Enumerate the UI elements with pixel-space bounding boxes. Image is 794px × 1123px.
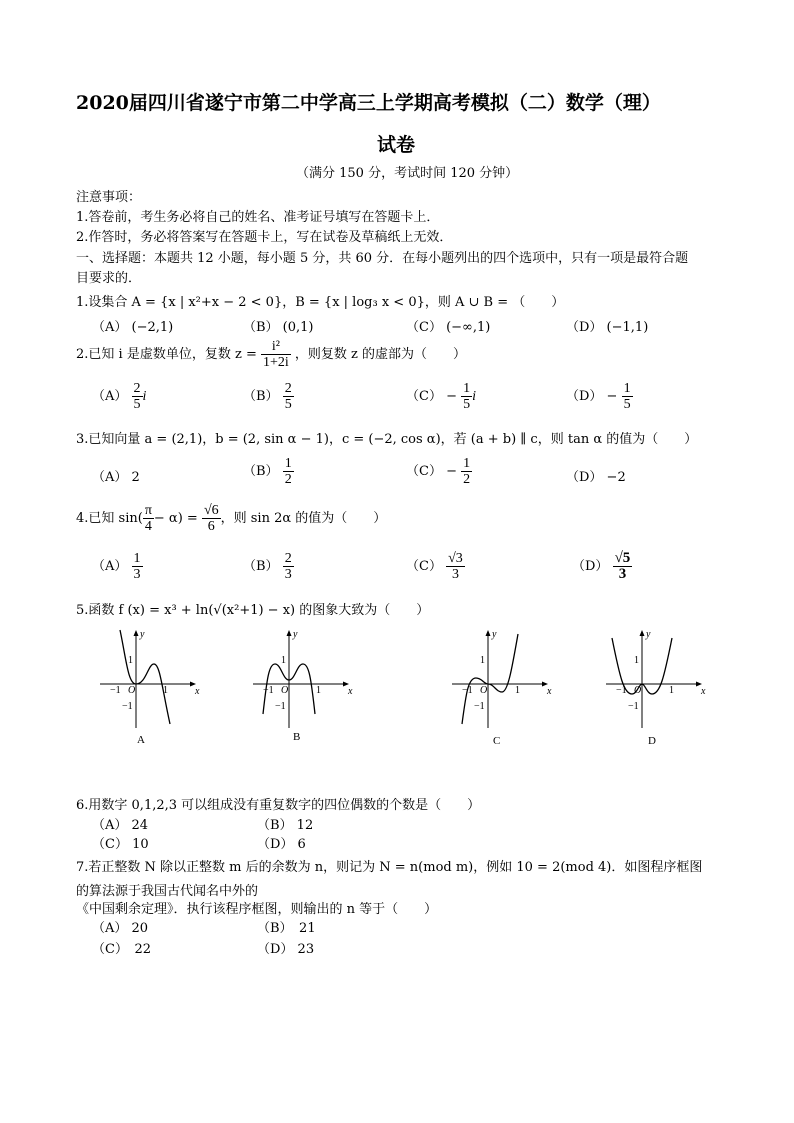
q2-stem xyxy=(76,338,466,372)
q1-option-d: （D） (−1,1) xyxy=(566,320,649,335)
axis-y-label: y xyxy=(293,629,298,640)
tick-1-y: 1 xyxy=(634,655,639,666)
q1-stem: 1.设集合 A = {x | x²+x − 2 < 0}，B = {x | log₃ x < 0}，则 A ∪ B = （ ） xyxy=(76,295,565,310)
q2-b-frac xyxy=(283,381,294,412)
q4-option-d xyxy=(572,550,632,584)
axis-y-label: y xyxy=(140,629,145,640)
q5-graph-d xyxy=(602,628,712,728)
q7-option-d: （D） 23 xyxy=(257,942,315,957)
tick-1-y: 1 xyxy=(281,655,286,666)
y-arrow xyxy=(134,630,139,636)
q2-a-frac xyxy=(132,381,143,412)
q4-d-label: （D） xyxy=(572,559,609,574)
q3-option-a: （A） 2 xyxy=(92,470,140,485)
q4-a-num: 1 xyxy=(133,551,141,566)
q4-root-frac xyxy=(202,503,221,534)
q2-num: i² xyxy=(261,339,291,355)
q2-d-num: 1 xyxy=(623,381,631,396)
q7-line3: 《中国剩余定理》．执行该程序框图，则输出的 n 等于（ ） xyxy=(76,902,438,917)
q4-c-num: √3 xyxy=(448,551,463,566)
q4-stem-mid: − α) = xyxy=(153,511,198,526)
q4-c-den: 3 xyxy=(451,567,459,582)
q1-option-c: （C） (−∞,1) xyxy=(406,320,491,335)
q4-b-num: 2 xyxy=(284,551,292,566)
q4-pi-den: 4 xyxy=(144,519,152,534)
q2-fraction xyxy=(261,339,291,370)
exam-subtitle: （满分 150 分，考试时间 120 分钟） xyxy=(296,166,519,181)
q2-option-a xyxy=(92,380,146,414)
axis-y-label: y xyxy=(646,629,651,640)
y-arrow xyxy=(486,630,491,636)
q4-option-b xyxy=(243,550,294,584)
notice-item-1: 1.答卷前，考生务必将自己的姓名、准考证号填写在答题卡上． xyxy=(76,210,440,225)
q3-b-num: 1 xyxy=(284,456,292,471)
q4-a-label: （A） xyxy=(92,559,128,574)
q2-c-den: 5 xyxy=(463,397,471,412)
q4-d-frac xyxy=(613,551,633,582)
q2-d-den: 5 xyxy=(623,397,631,412)
q4-b-label: （B） xyxy=(243,559,279,574)
origin-label: O xyxy=(634,685,642,696)
section-heading-line1: 一、选择题：本题共 12 小题，每小题 5 分，共 60 分．在每小题列出的四个选项中，只有一项是最符合题 xyxy=(76,251,689,266)
q2-den: 1+2i xyxy=(262,355,289,370)
q3-c-label: （C） − xyxy=(406,464,457,479)
q4-stem xyxy=(76,502,386,536)
origin-label: O xyxy=(480,685,488,696)
notice-heading: 注意事项： xyxy=(76,190,142,205)
q4-a-den: 3 xyxy=(133,567,141,582)
q4-a-frac xyxy=(132,551,143,582)
q2-option-b xyxy=(243,380,294,414)
tick-neg1-x: −1 xyxy=(263,685,274,696)
q4-stem-post: ，则 sin 2α 的值为（ ） xyxy=(220,511,387,526)
q4-stem-pre: 4.已知 sin( xyxy=(76,511,143,526)
tick-1-y: 1 xyxy=(128,655,133,666)
q5-stem: 5.函数 f (x) = x³ + ln(√(x²+1) − x) 的图象大致为（ ） xyxy=(76,603,430,618)
tick-neg1-x: −1 xyxy=(110,685,121,696)
tick-neg1-x: −1 xyxy=(616,685,627,696)
tick-neg1-y: −1 xyxy=(275,701,286,712)
page-title: 2020届四川省遂宁市第二中学高三上学期高考模拟（二）数学（理） xyxy=(76,92,661,114)
axis-x-label: x xyxy=(701,686,706,697)
q3-option-d: （D） −2 xyxy=(566,470,626,485)
q2-a-suffix: i xyxy=(142,389,147,404)
notice-item-2: 2.作答时，务必将答案写在答题卡上，写在试卷及草稿纸上无效． xyxy=(76,230,453,245)
q4-pi-frac xyxy=(143,503,154,534)
axis-x-label: x xyxy=(195,686,200,697)
section-heading-line2: 目要求的． xyxy=(76,271,142,286)
q2-c-suffix: i xyxy=(472,389,477,404)
q3-c-den: 2 xyxy=(463,472,471,487)
q3-option-c xyxy=(406,455,472,489)
q4-d-num: √5 xyxy=(614,550,631,566)
q2-d-label: （D） − xyxy=(566,389,618,404)
q2-b-den: 5 xyxy=(284,397,292,412)
q3-c-frac xyxy=(461,456,472,487)
q6-option-b: （B） 12 xyxy=(257,818,314,833)
q4-c-label: （C） xyxy=(406,559,442,574)
page-title-line2: 试卷 xyxy=(377,134,416,156)
q7-line1: 7.若正整数 N 除以正整数 m 后的余数为 n，则记为 N = n(mod m)，例如 10 = 2(mod 4)．如图程序框图 xyxy=(76,860,703,875)
q7-line2: 的算法源于我国古代闻名中外的 xyxy=(76,884,259,899)
q4-option-a xyxy=(92,550,143,584)
q2-c-frac xyxy=(461,381,472,412)
tick-neg1-x: −1 xyxy=(462,685,473,696)
tick-1-x: 1 xyxy=(515,685,520,696)
q2-a-label: （A） xyxy=(92,389,128,404)
tick-neg1-y: −1 xyxy=(122,701,133,712)
q4-c-frac xyxy=(446,551,465,582)
q2-stem-pre: 2.已知 i 是虚数单位，复数 z = xyxy=(76,347,257,362)
q4-option-c xyxy=(406,550,465,584)
q3-b-label: （B） xyxy=(243,464,279,479)
q1-option-a: （A） (−2,1) xyxy=(92,320,174,335)
q4-d-den: 3 xyxy=(618,566,627,582)
q5-label-a: A xyxy=(137,734,145,746)
q3-b-frac xyxy=(283,456,294,487)
q6-stem: 6.用数字 0,1,2,3 可以组成没有重复数字的四位偶数的个数是（ ） xyxy=(76,798,481,813)
q2-stem-post: ，则复数 z 的虚部为（ ） xyxy=(294,347,467,362)
q5-label-b: B xyxy=(293,731,301,743)
q4-b-frac xyxy=(283,551,294,582)
q2-c-label: （C） − xyxy=(406,389,457,404)
q7-option-a: （A） 20 xyxy=(92,921,149,936)
q3-option-b xyxy=(243,455,294,489)
y-arrow xyxy=(287,630,292,636)
tick-1-x: 1 xyxy=(316,685,321,696)
q2-a-num: 2 xyxy=(133,381,141,396)
origin-label: O xyxy=(281,685,289,696)
q2-option-c xyxy=(406,380,476,414)
axis-x-label: x xyxy=(547,686,552,697)
q6-option-c: （C） 10 xyxy=(92,837,149,852)
tick-1-x: 1 xyxy=(163,685,168,696)
q2-b-label: （B） xyxy=(243,389,279,404)
q3-b-den: 2 xyxy=(284,472,292,487)
curve xyxy=(462,634,518,724)
y-arrow xyxy=(640,630,645,636)
origin-label: O xyxy=(128,685,136,696)
q4-root-den: 6 xyxy=(207,519,215,534)
q3-stem: 3.已知向量 a = (2,1)，b = (2, sin α − 1)，c = (−2, cos α)，若 (a + b) ∥ c，则 tan α 的值为（ ） xyxy=(76,432,698,447)
q2-d-frac xyxy=(622,381,633,412)
q2-option-d xyxy=(566,380,633,414)
q5-graph-c xyxy=(448,628,558,728)
q2-a-den: 5 xyxy=(133,397,141,412)
q6-option-a: （A） 24 xyxy=(92,818,149,833)
q5-label-d: D xyxy=(648,735,656,747)
q7-option-c: （C） 22 xyxy=(92,942,151,957)
axis-y-label: y xyxy=(492,629,497,640)
tick-neg1-y: −1 xyxy=(474,701,485,712)
tick-neg1-y: −1 xyxy=(628,701,639,712)
q2-c-num: 1 xyxy=(463,381,471,396)
q4-root-num: √6 xyxy=(203,503,219,518)
q6-option-d: （D） 6 xyxy=(257,837,306,852)
q3-c-num: 1 xyxy=(463,456,471,471)
q4-b-den: 3 xyxy=(284,567,292,582)
axis-x-label: x xyxy=(348,686,353,697)
tick-1-x: 1 xyxy=(669,685,674,696)
q7-option-b: （B） 21 xyxy=(257,921,316,936)
q4-pi-num: π xyxy=(144,503,152,518)
q5-label-c: C xyxy=(493,735,501,747)
q1-option-b: （B） (0,1) xyxy=(243,320,314,335)
q5-graph-b xyxy=(249,628,359,728)
tick-1-y: 1 xyxy=(480,655,485,666)
q2-b-num: 2 xyxy=(284,381,292,396)
q5-graph-a xyxy=(96,628,206,728)
